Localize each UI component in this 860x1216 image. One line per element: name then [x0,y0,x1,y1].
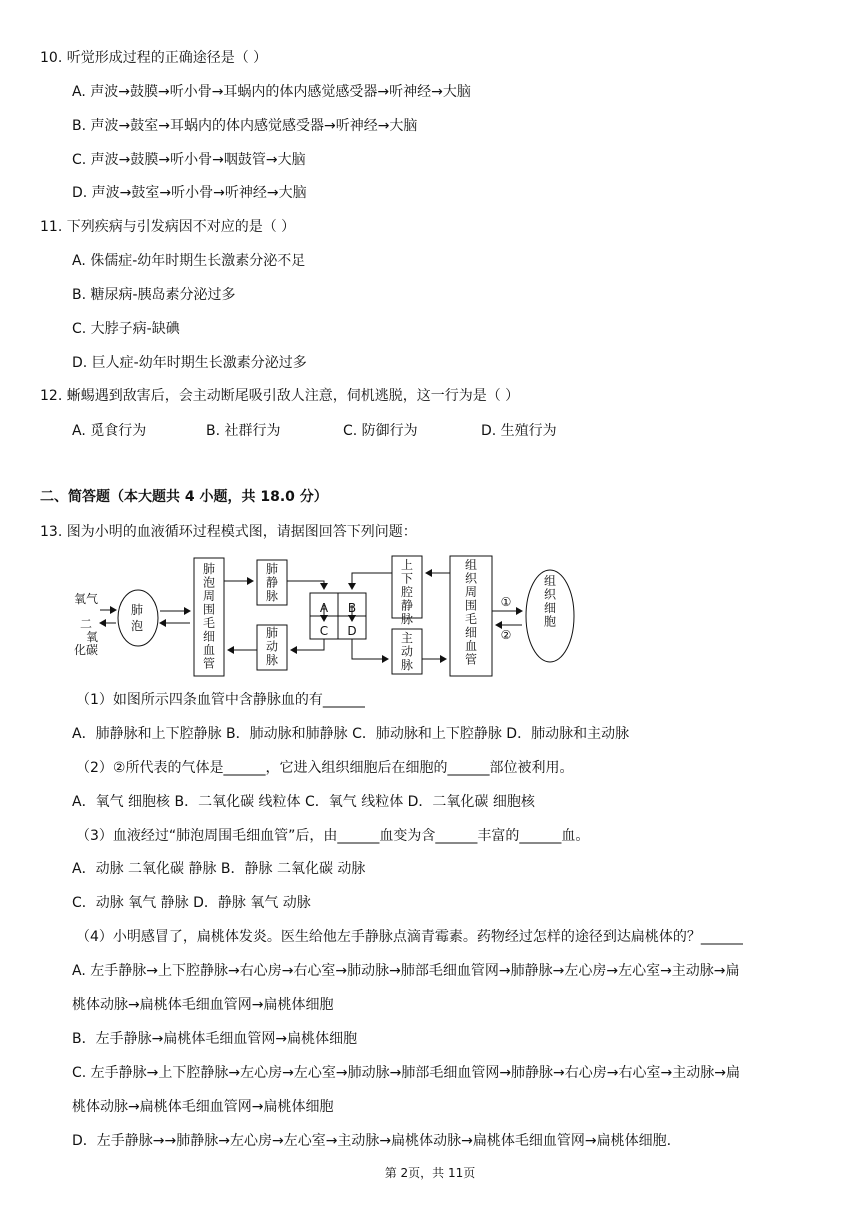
oxygen-label: 氧气 [74,592,99,606]
q13-part4: （4）小明感冒了，扁桃体发炎。医生给他左手静脉点滴青霉素。药物经过怎样的途径到达扁桃体的？______ [76,929,743,945]
q12-stem: 12. 蜥蜴遇到敌害后，会主动断尾吸引敌人注意，伺机逃脱，这一行为是（ ） [40,388,520,404]
co2-label-1: 二 [80,617,93,631]
q11-option-d: D. 巨人症-幼年时期生长激素分泌过多 [72,355,307,371]
q12-option-a: A. 觅食行为 [72,423,147,439]
co2-label-3: 化碳 [74,643,99,657]
pulm-artery-label: 肺动脉 [265,626,279,667]
section-title: 二、简答题（本大题共 4 小题，共 18.0 分） [40,489,328,505]
marker-1: ① [500,595,512,609]
q13-part3-options-cd: C．动脉 氧气 静脉 D．静脉 氧气 动脉 [72,895,311,911]
aorta-label: 主动脉 [400,631,414,672]
q11-option-a: A. 侏儒症-幼年时期生长激素分泌不足 [72,253,306,269]
vertical-labels [203,557,557,672]
q10-stem: 10. 听觉形成过程的正确途径是（ ） [40,50,268,66]
q10-option-b: B. 声波→鼓室→耳蜗内的体内感觉感受器→听神经→大脑 [72,118,418,134]
q13-part4-option-c-line1: C. 左手静脉→上下腔静脉→左心房→左心室→肺动脉→肺部毛细血管网→肺静脉→右心房→右心室→主动脉→扁 [72,1065,740,1081]
q11-stem: 11. 下列疾病与引发病因不对应的是（ ） [40,219,296,235]
tissue-cap-label: 组织周围毛细血管 [464,558,478,667]
heart-c-label: C [319,624,329,638]
q12-option-b: B. 社群行为 [206,423,281,439]
tissue-cell-label: 组织细胞 [543,574,557,629]
blood-circulation-diagram [72,553,592,683]
q13-stem: 13. 图为小明的血液循环过程模式图，请据图回答下列问题： [40,524,417,540]
co2-label-2: 氧 [86,630,99,644]
heart-a-label: A [319,601,329,615]
heart-b-label: B [347,601,357,615]
q13-part4-option-d: D．左手静脉→→肺静脉→左心房→左心室→主动脉→扁桃体动脉→扁桃体毛细血管网→扁桃体细胞. [72,1133,672,1149]
page-footer: 第 2页，共 11页 [384,1166,476,1180]
alveoli-shape [118,590,158,646]
q12-option-c: C. 防御行为 [343,423,418,439]
q10-option-a: A. 声波→鼓膜→听小骨→耳蜗内的体内感觉感受器→听神经→大脑 [72,84,471,100]
q11-option-b: B. 糖尿病-胰岛素分泌过多 [72,287,236,303]
q13-part2-options: A．氧气 细胞核 B．二氧化碳 线粒体 C．氧气 线粒体 D．二氧化碳 细胞核 [72,794,535,810]
q13-part1: （1）如图所示四条血管中含静脉血的有______ [76,692,365,708]
q13-part1-options: A．肺静脉和上下腔静脉 B．肺动脉和肺静脉 C．肺动脉和上下腔静脉 D．肺动脉和主动脉 [72,726,630,742]
pulm-vein-label: 肺静脉 [265,562,279,603]
q13-part3: （3）血液经过“肺泡周围毛细血管”后，由______血变为含______丰富的______血。 [76,828,590,844]
q11-option-c: C. 大脖子病-缺碘 [72,321,180,337]
q13-part4-option-a-line1: A. 左手静脉→上下腔静脉→右心房→右心室→肺动脉→肺部毛细血管网→肺静脉→左心房→左心室→主动脉→扁 [72,963,740,979]
heart-d-label: D [347,624,357,638]
q12-option-d: D. 生殖行为 [481,423,557,439]
q10-option-c: C. 声波→鼓膜→听小骨→咽鼓管→大脑 [72,152,306,168]
vena-cava-label: 上下腔静脉 [400,558,414,626]
q10-option-d: D. 声波→鼓室→听小骨→听神经→大脑 [72,185,307,201]
q13-part3-options-ab: A．动脉 二氧化碳 静脉 B．静脉 二氧化碳 动脉 [72,861,366,877]
alveoli-label-1: 肺 [131,603,144,617]
q13-part4-option-b: B．左手静脉→扁桃体毛细血管网→扁桃体细胞 [72,1031,358,1047]
alveoli-label-2: 泡 [131,619,144,633]
q13-part2: （2）②所代表的气体是______，它进入组织细胞后在细胞的______部位被利用。 [76,760,574,776]
q13-part4-option-c-line2: 桃体动脉→扁桃体毛细血管网→扁桃体细胞 [72,1099,334,1115]
q13-part4-option-a-line2: 桃体动脉→扁桃体毛细血管网→扁桃体细胞 [72,997,334,1013]
lung-cap-label: 肺泡周围毛细血管 [202,562,216,671]
marker-2: ② [500,628,512,642]
